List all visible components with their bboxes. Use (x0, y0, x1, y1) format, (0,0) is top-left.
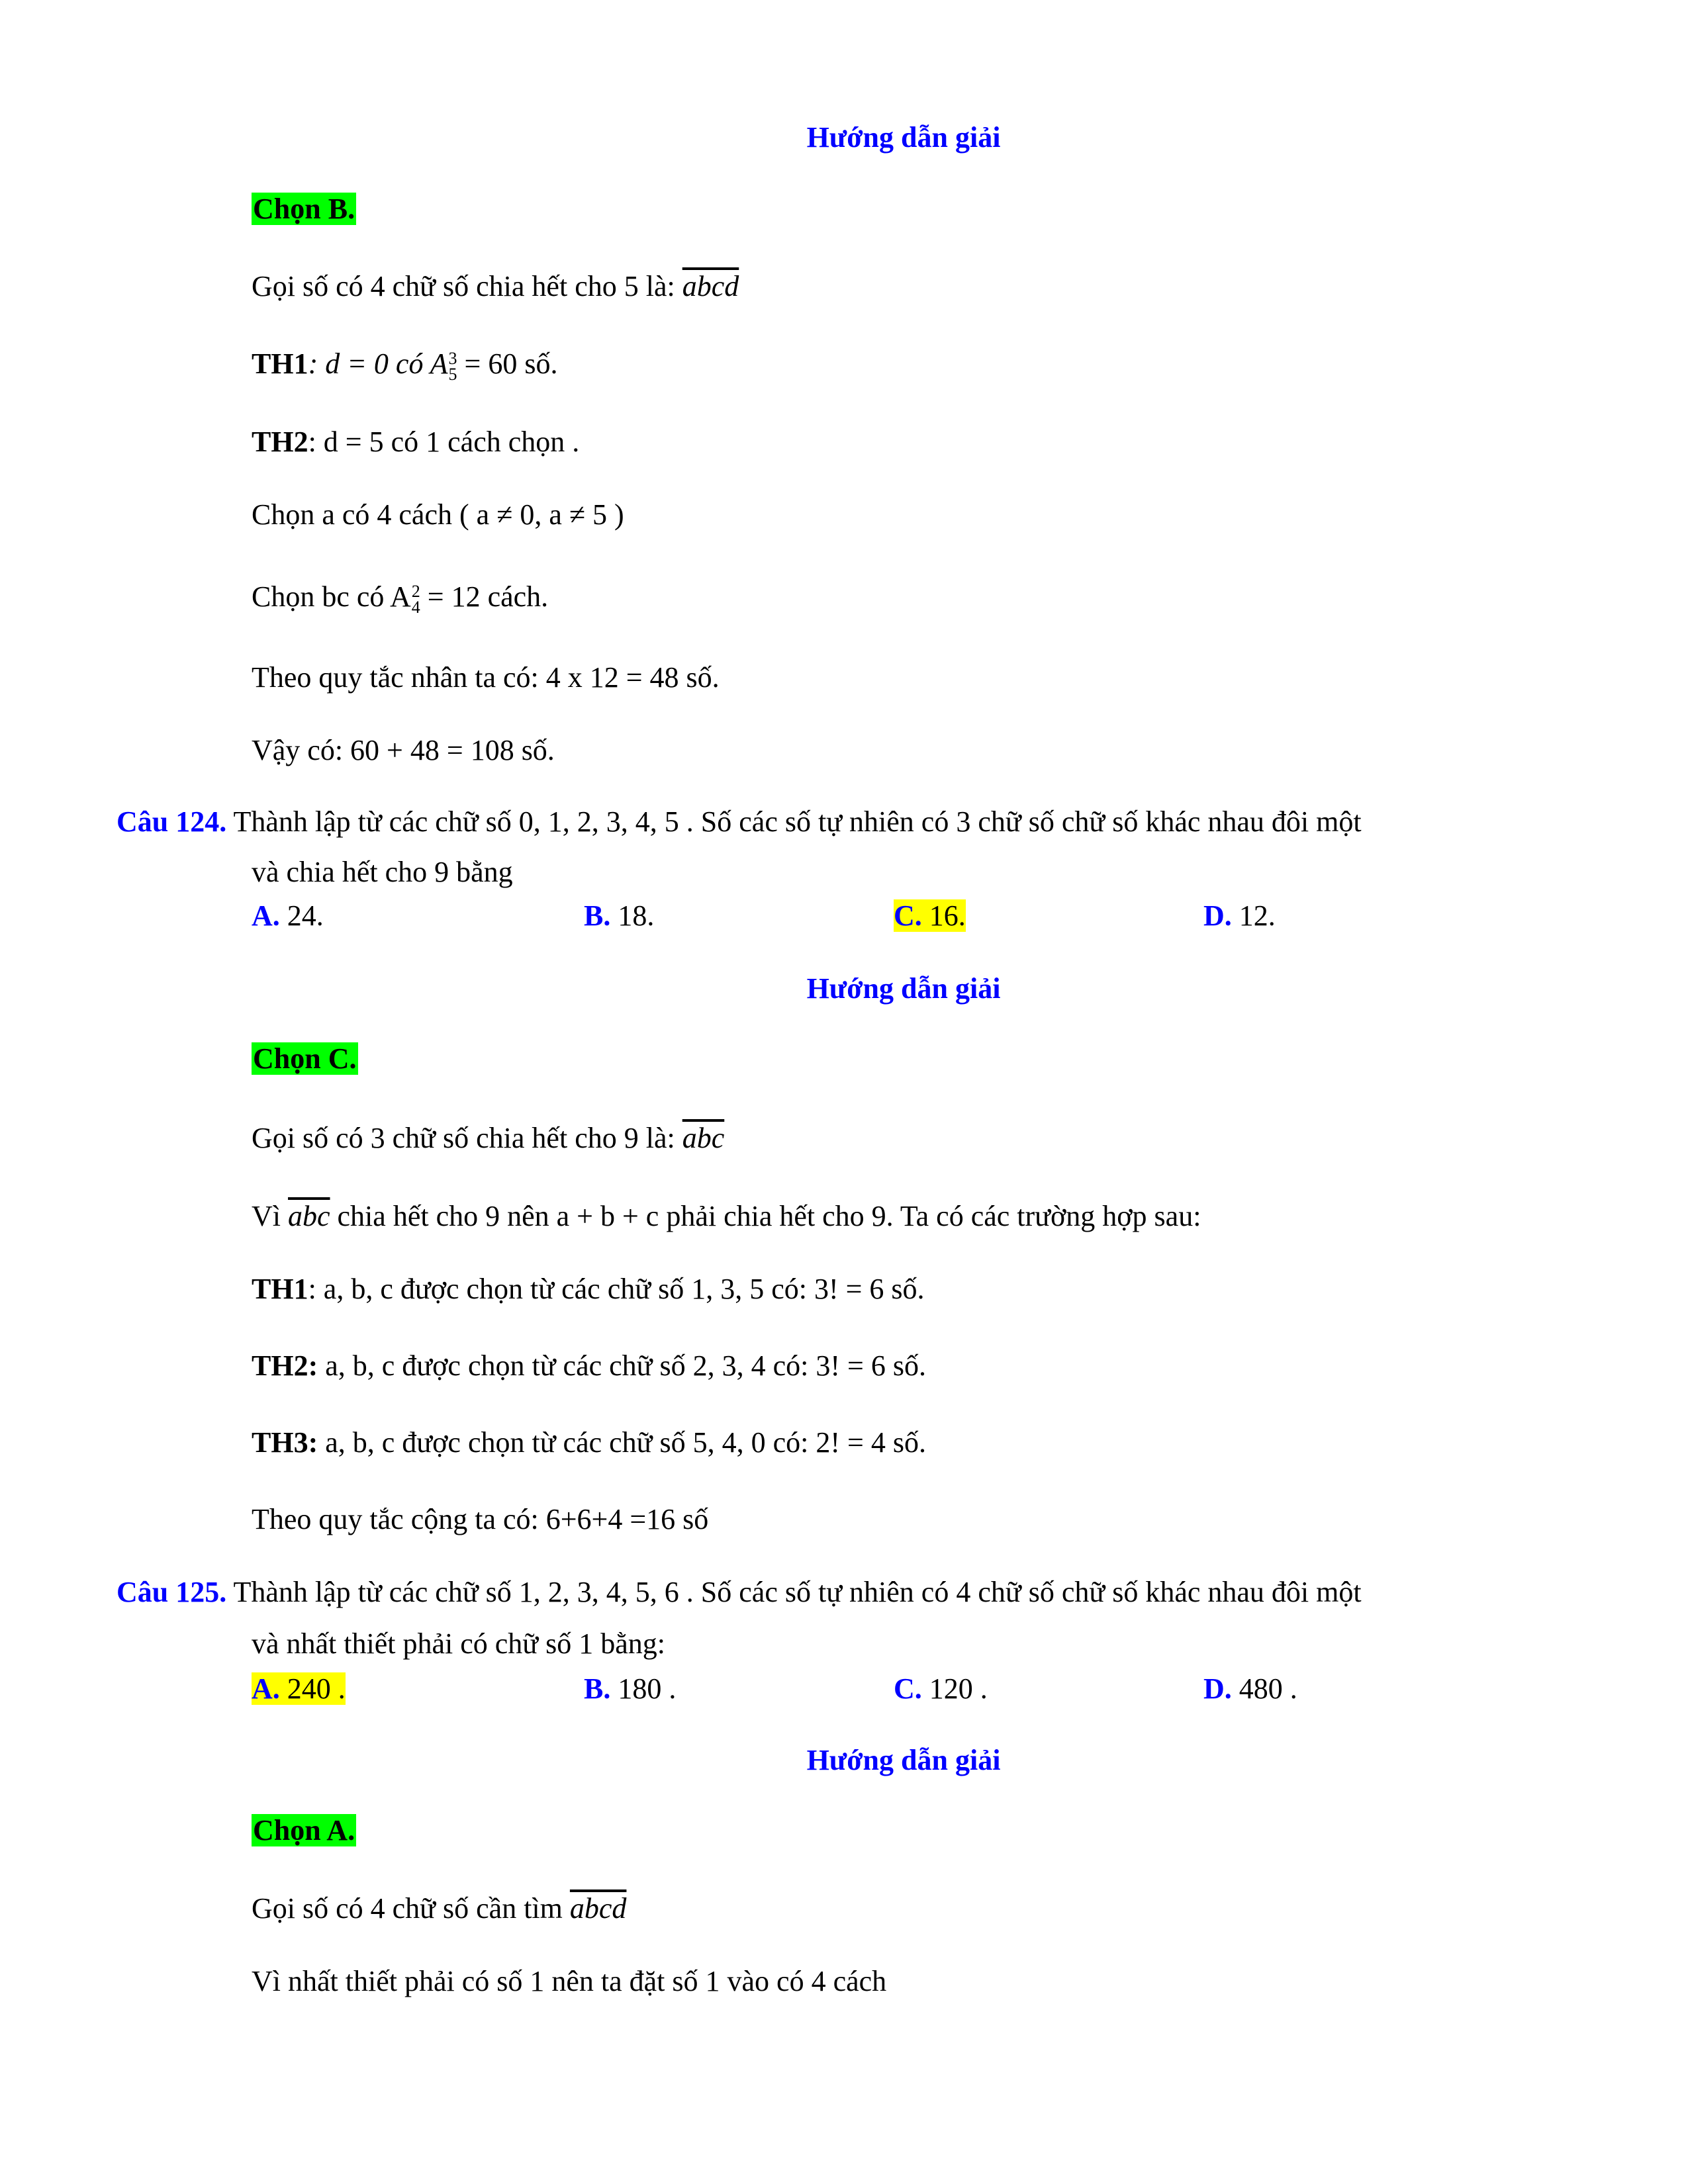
answer-choice-label: Chọn B. (253, 193, 355, 225)
solution-line: Theo quy tắc cộng ta có: 6+6+4 =16 số (252, 1503, 709, 1535)
case-line: TH2: a, b, c được chọn từ các chữ số 2, 3, 4 có: 3! = 6 số. (252, 1349, 926, 1382)
solution-line: Vậy có: 60 + 48 = 108 số. (252, 734, 555, 766)
case-line: TH3: a, b, c được chọn từ các chữ số 5, 4, 0 có: 2! = 4 số. (252, 1426, 926, 1459)
option-c[interactable]: C. 16. (894, 899, 966, 932)
option-d[interactable]: D. 12. (1203, 899, 1276, 932)
solution-line: Gọi số có 4 chữ số chia hết cho 5 là: abcd (252, 270, 739, 302)
solution-line: Theo quy tắc nhân ta có: 4 x 12 = 48 số. (252, 661, 720, 694)
option-d[interactable]: D. 480 . (1203, 1672, 1297, 1705)
option-b[interactable]: B. 180 . (584, 1672, 677, 1705)
question-text: và chia hết cho 9 bằng (252, 856, 513, 888)
question-124: Câu 124. Thành lập từ các chữ số 0, 1, 2, 3, 4, 5 . Số các số tự nhiên có 3 chữ số chữ số khác nhau đôi một (117, 805, 1362, 838)
solution-line: Vì $\overline{abc}$ chia hết cho 9 nên a + b + c phải chia hết cho 9. Ta có các trường hợp sau: (252, 1200, 1201, 1232)
option-b[interactable]: B. 18. (584, 899, 655, 932)
answer-choice-label: Chọn A. (253, 1814, 355, 1846)
option-c[interactable]: C. 120 . (894, 1672, 988, 1705)
solution-line: Gọi số có 3 chữ số chia hết cho 9 là: $\overline{abc}$ (252, 1122, 725, 1154)
case-line: TH2: d = 5 có 1 cách chọn . (252, 426, 580, 458)
question-125: Câu 125. Thành lập từ các chữ số 1, 2, 3, 4, 5, 6 . Số các số tự nhiên có 4 chữ số chữ số khác nhau đôi một (117, 1576, 1362, 1608)
option-a[interactable]: A. 240 . (252, 1672, 346, 1705)
case-line: TH1: d = 0 có A 3 5 = 60 số. (252, 347, 558, 384)
answer-choice-label: Chọn C. (253, 1042, 357, 1075)
question-text: và nhất thiết phải có chữ số 1 bằng: (252, 1627, 666, 1660)
solution-heading: Hướng dẫn giải (806, 121, 1001, 154)
case-line: TH1: a, b, c được chọn từ các chữ số 1, 3, 5 có: 3! = 6 số. (252, 1273, 925, 1305)
solution-heading: Hướng dẫn giải (806, 1744, 1001, 1776)
option-a[interactable]: A. 24. (252, 899, 324, 932)
solution-line: Chọn a có 4 cách ( a ≠ 0, a ≠ 5 ) (252, 498, 624, 531)
solution-line: Chọn bc có A 2 4 = 12 cách. (252, 580, 549, 617)
solution-heading: Hướng dẫn giải (806, 972, 1001, 1005)
solution-line: Vì nhất thiết phải có số 1 nên ta đặt số 1 vào có 4 cách (252, 1965, 887, 1997)
solution-line: Gọi số có 4 chữ số cần tìm abcd (252, 1892, 627, 1925)
